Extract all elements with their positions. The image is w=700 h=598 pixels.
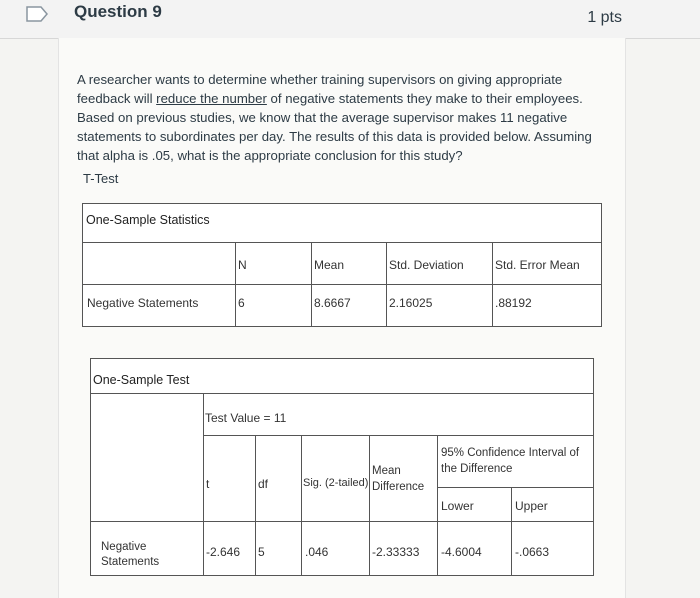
header-mean-difference-line-1: Mean bbox=[372, 465, 401, 477]
table-divider bbox=[83, 242, 601, 243]
cell-std-deviation: 2.16025 bbox=[389, 296, 433, 310]
row-label-line-1: Negative bbox=[101, 541, 147, 553]
header-mean: Mean bbox=[314, 258, 345, 272]
table-divider bbox=[369, 435, 370, 575]
table-divider bbox=[492, 242, 493, 326]
one-sample-statistics-table bbox=[82, 203, 602, 327]
table-divider bbox=[91, 521, 593, 522]
question-text-part-2: of negative statements they make to their employees. Based on previous studies, we know that the average supervisor makes 11 negative statements to subordinates per day. The results of this data is provided below. Assuming that alpha is .05, what is the appropriate conclusion for this study? bbox=[77, 91, 592, 163]
cell-lower: -4.6004 bbox=[441, 545, 482, 559]
one-sample-test-table bbox=[90, 358, 594, 576]
stats-table-caption: One-Sample Statistics bbox=[86, 213, 210, 227]
header-mean-difference-line-2: Difference bbox=[372, 481, 425, 493]
table-divider bbox=[203, 393, 204, 575]
table-divider bbox=[301, 435, 302, 575]
cell-sig: .046 bbox=[305, 545, 329, 559]
table-divider bbox=[311, 242, 312, 326]
header-std-deviation: Std. Deviation bbox=[389, 258, 464, 272]
question-text bbox=[77, 70, 607, 165]
row-label: Negative Statements bbox=[87, 296, 199, 310]
question-header bbox=[0, 0, 700, 39]
cell-t: -2.646 bbox=[206, 545, 241, 559]
question-title: Question 9 bbox=[74, 2, 162, 21]
test-table-caption: One-Sample Test bbox=[93, 373, 190, 387]
cell-upper: -.0663 bbox=[515, 545, 550, 559]
question-text-underlined: reduce the number bbox=[156, 91, 267, 106]
header-upper: Upper bbox=[515, 499, 548, 513]
header-std-error-mean: Std. Error Mean bbox=[495, 258, 580, 272]
table-divider bbox=[255, 435, 256, 575]
row-label-line-2: Statements bbox=[101, 556, 160, 568]
cell-std-error-mean: .88192 bbox=[495, 296, 532, 310]
table-divider bbox=[235, 242, 236, 326]
test-label: T-Test bbox=[83, 171, 119, 186]
table-divider bbox=[91, 393, 593, 394]
table-divider bbox=[386, 242, 387, 326]
cell-df: 5 bbox=[258, 545, 265, 559]
cell-mean: 8.6667 bbox=[314, 296, 351, 310]
bookmark-flag-icon[interactable] bbox=[24, 4, 50, 24]
header-ci-line-1: 95% Confidence Interval of bbox=[441, 447, 580, 459]
header-sig: Sig. (2-tailed) bbox=[303, 477, 369, 489]
header-t: t bbox=[206, 477, 210, 491]
header-df: df bbox=[258, 477, 269, 491]
table-divider bbox=[437, 487, 593, 488]
header-n: N bbox=[238, 258, 247, 272]
header-ci-line-2: the Difference bbox=[441, 463, 513, 475]
question-points: 1 pts bbox=[587, 9, 622, 26]
test-value: Test Value = 11 bbox=[205, 411, 287, 425]
header-lower: Lower bbox=[441, 499, 474, 513]
table-divider bbox=[437, 435, 438, 575]
table-divider bbox=[83, 284, 601, 285]
table-divider bbox=[203, 435, 593, 436]
question-text-part-1: A researcher wants to determine whether training supervisors on giving appropriate feedback will bbox=[77, 72, 563, 106]
table-divider bbox=[511, 487, 512, 575]
cell-n: 6 bbox=[238, 296, 245, 310]
cell-mean-difference: -2.33333 bbox=[372, 545, 420, 559]
